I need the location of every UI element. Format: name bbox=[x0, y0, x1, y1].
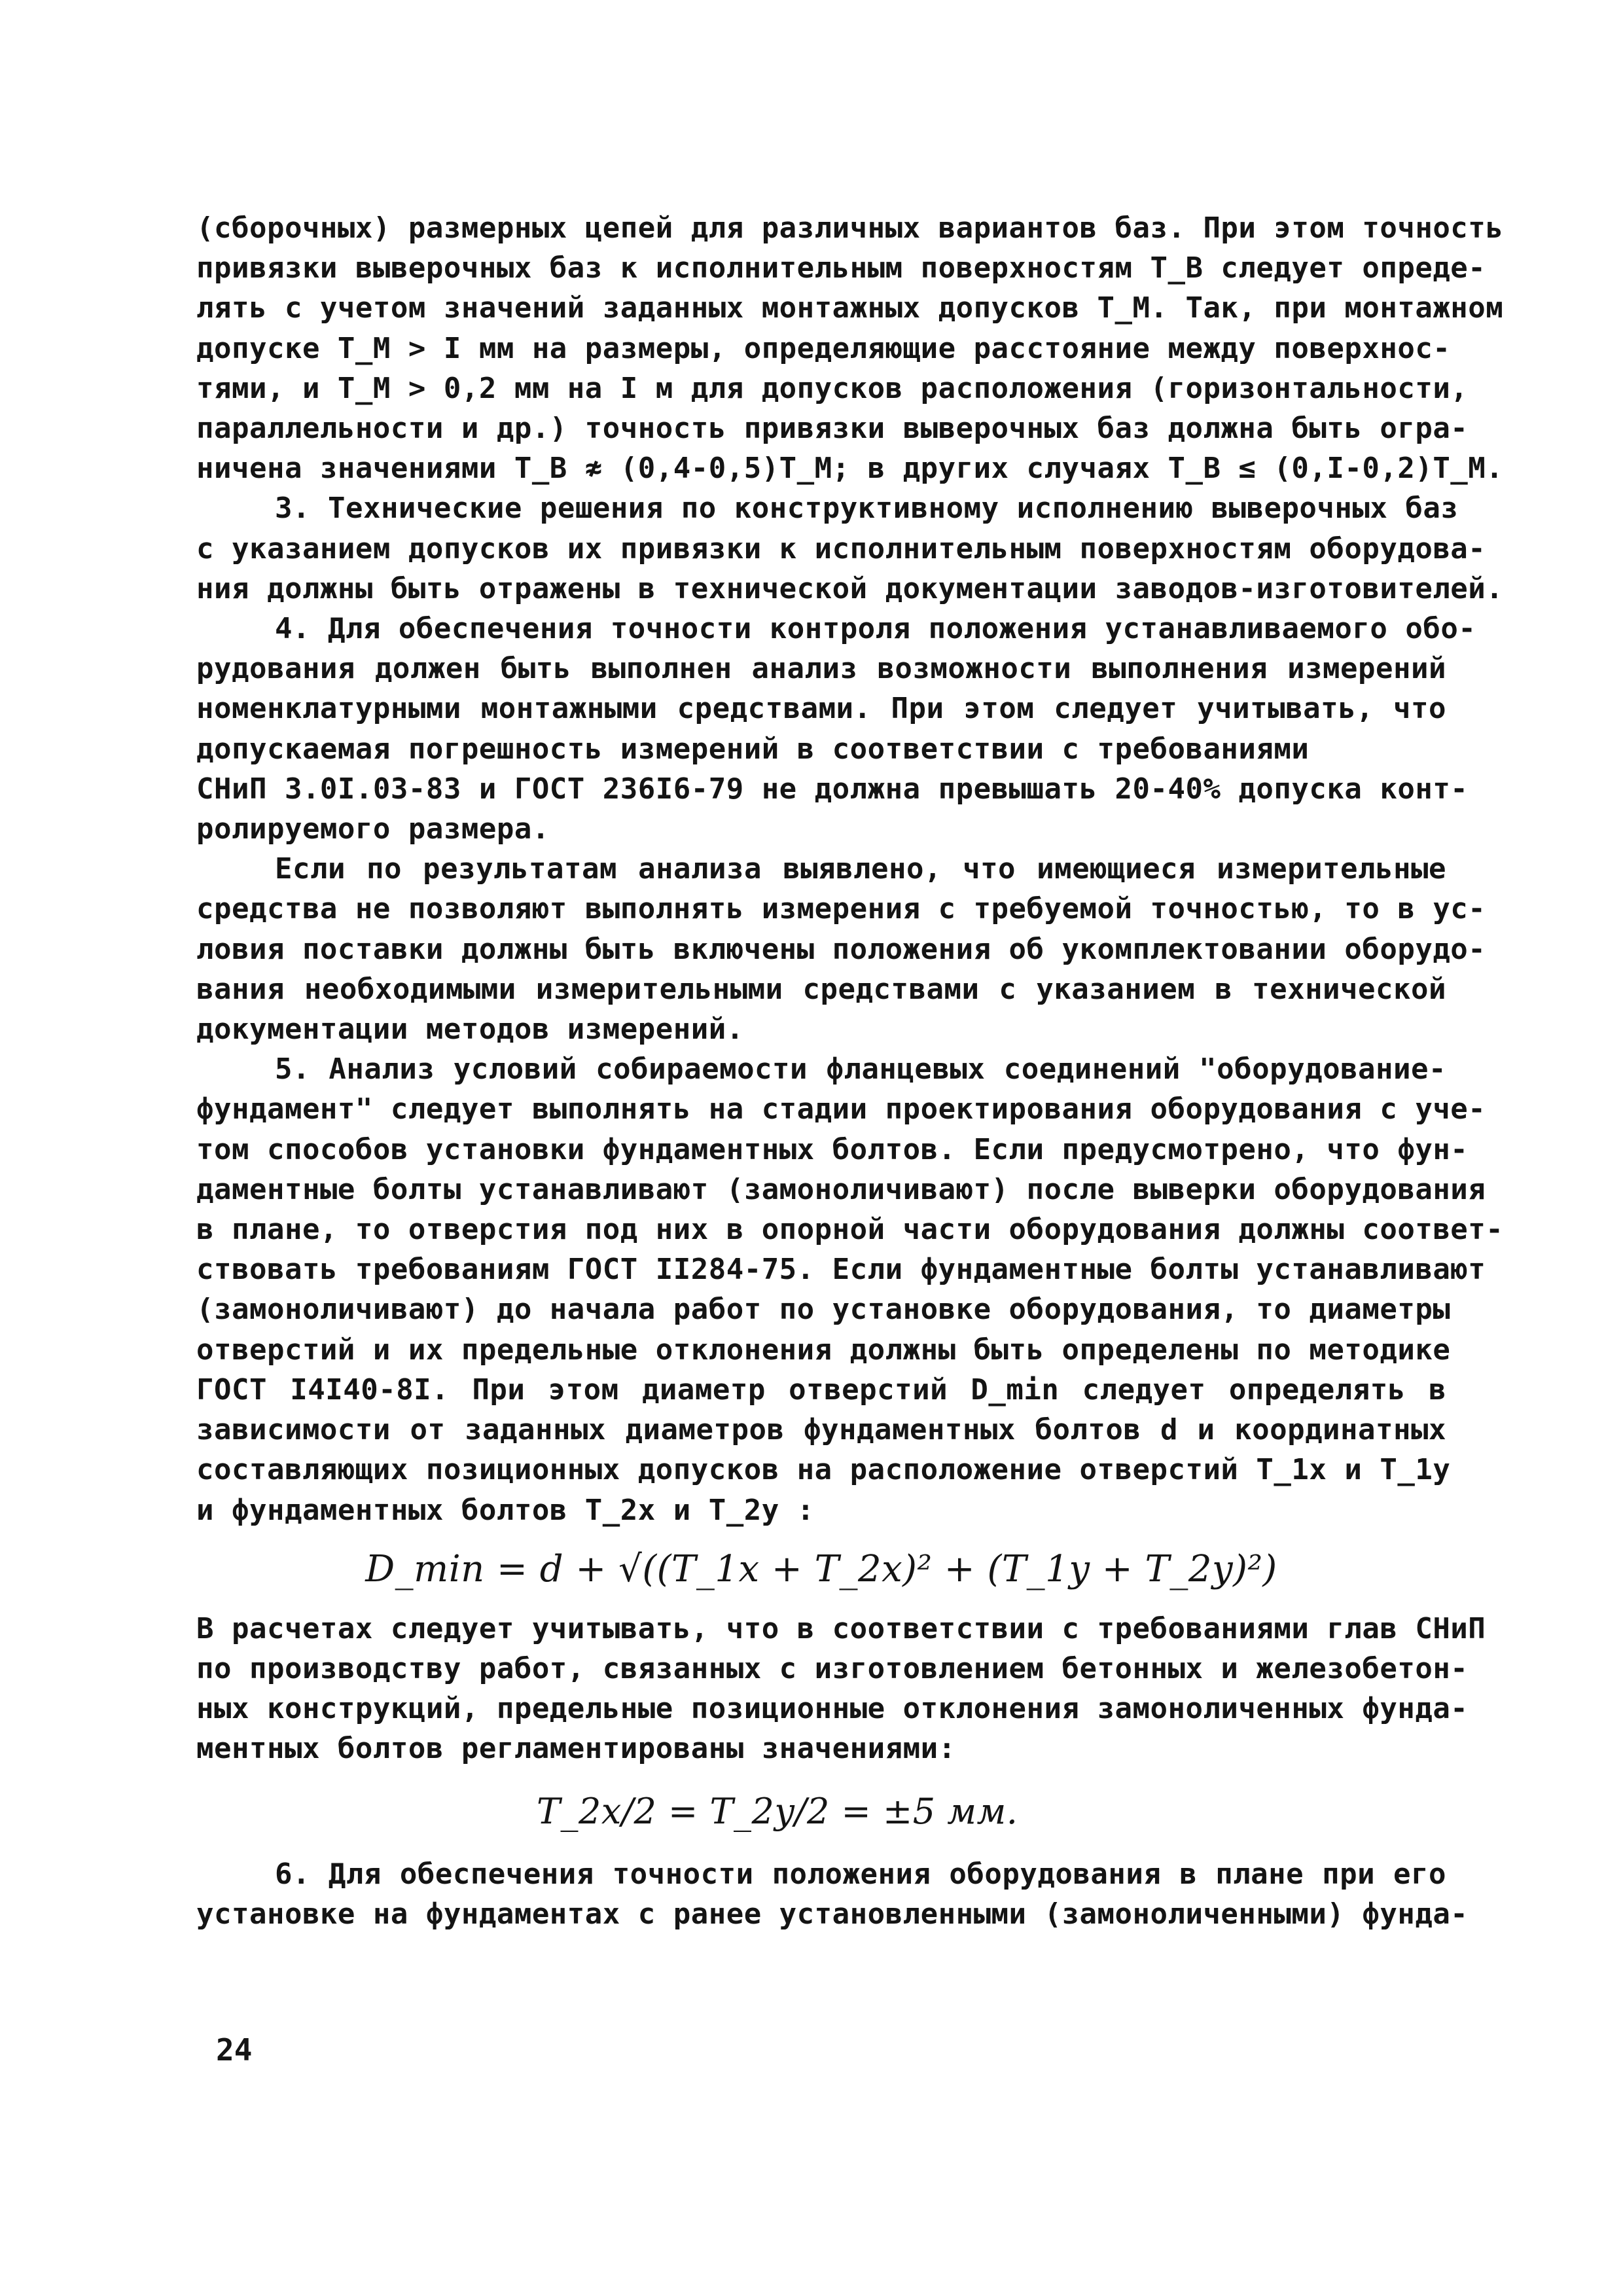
text-line: В расчетах следует учитывать, что в соответствии с требованиями глав СНиП bbox=[196, 1611, 1486, 1645]
text-line: 4. Для обеспечения точности контроля положения устанавливаемого обо- bbox=[275, 612, 1476, 646]
text-line: зависимости от заданных диаметров фундаментных болтов d и координатных bbox=[196, 1413, 1446, 1447]
text-line: 6. Для обеспечения точности положения оборудования в плане при его bbox=[275, 1857, 1446, 1891]
text-line: СНиП 3.0I.03-83 и ГОСТ 236I6-79 не должна превышать 20-40% допуска конт- bbox=[196, 772, 1469, 806]
text-line: том способов установки фундаментных болтов. Если предусмотрено, что фун- bbox=[196, 1132, 1469, 1166]
formula-min-diameter: D_min = d + √((T_1x + T_2x)² + (T_1y + T_2y)²) bbox=[365, 1547, 1277, 1590]
text-line: ментных болтов регламентированы значениями: bbox=[196, 1732, 956, 1766]
text-line: допускаемая погрешность измерений в соответствии с требованиями bbox=[196, 732, 1310, 766]
text-line: ния должны быть отражены в технической документации заводов-изготовителей. bbox=[196, 571, 1504, 605]
text-line: ничена значениями Т_В ≉ (0,4-0,5)Т_М; в других случаях Т_В ≤ (0,I-0,2)Т_М. bbox=[196, 452, 1504, 486]
text-line: рудования должен быть выполнен анализ возможности выполнения измерений bbox=[196, 652, 1446, 686]
text-line: привязки выверочных баз к исполнительным поверхностям Т_В следует опреде- bbox=[196, 251, 1486, 285]
text-line: ролируемого размера. bbox=[196, 812, 550, 846]
text-line: Если по результатам анализа выявлено, что имеющиеся измерительные bbox=[275, 852, 1446, 886]
text-line: документации методов измерений. bbox=[196, 1013, 744, 1047]
text-line: с указанием допусков их привязки к исполнительным поверхностям оборудова- bbox=[196, 531, 1486, 565]
text-line: номенклатурными монтажными средствами. При этом следует учитывать, что bbox=[196, 692, 1446, 726]
text-line: ствовать требованиям ГОСТ II284-75. Если фундаментные болты устанавливают bbox=[196, 1253, 1486, 1287]
text-line: (замоноличивают) до начала работ по установке оборудования, то диаметры bbox=[196, 1293, 1451, 1327]
text-line: в плане, то отверстия под них в опорной части оборудования должны соответ- bbox=[196, 1213, 1504, 1247]
text-line: средства не позволяют выполнять измерения с требуемой точностью, то в ус- bbox=[196, 892, 1486, 926]
body-text bbox=[196, 208, 1504, 1934]
text-line: ловия поставки должны быть включены положения об укомплектовании оборудо- bbox=[196, 932, 1486, 966]
text-line: 3. Технические решения по конструктивному исполнению выверочных баз bbox=[275, 492, 1459, 526]
text-line: составляющих позиционных допусков на расположение отверстий T_1x и T_1y bbox=[196, 1453, 1451, 1487]
text-line: (сборочных) размерных цепей для различных вариантов баз. При этом точность bbox=[196, 211, 1504, 245]
text-line: и фундаментных болтов T_2x и T_2y : bbox=[196, 1493, 815, 1527]
text-line: параллельности и др.) точность привязки выверочных баз должна быть огра- bbox=[196, 412, 1469, 446]
text-line: фундамент" следует выполнять на стадии проектирования оборудования с уче- bbox=[196, 1092, 1486, 1126]
text-line: ных конструкций, предельные позиционные отклонения замоноличенных фунда- bbox=[196, 1692, 1469, 1726]
text-line: по производству работ, связанных с изготовлением бетонных и железобетон- bbox=[196, 1651, 1469, 1685]
text-line: установке на фундаментах с ранее установленными (замоноличенными) фунда- bbox=[196, 1897, 1469, 1931]
text-line: лять с учетом значений заданных монтажных допусков Т_М. Так, при монтажном bbox=[196, 291, 1504, 325]
text-line: отверстий и их предельные отклонения должны быть определены по методике bbox=[196, 1333, 1451, 1367]
text-line: даментные болты устанавливают (замоноличивают) после выверки оборудования bbox=[196, 1172, 1486, 1206]
text-line: 5. Анализ условий собираемости фланцевых соединений "оборудование- bbox=[275, 1052, 1446, 1086]
formula-tolerance: T_2x/2 = T_2y/2 = ±5 мм. bbox=[537, 1790, 1018, 1832]
text-line: вания необходимыми измерительными средствами с указанием в технической bbox=[196, 972, 1446, 1006]
text-line: ГОСТ I4I40-8I. При этом диаметр отверстий D_min следует определять в bbox=[196, 1372, 1446, 1407]
text-line: допуске Т_М > I мм на размеры, определяющие расстояние между поверхнос- bbox=[196, 331, 1451, 365]
text-line: тями, и Т_М > 0,2 мм на I м для допусков расположения (горизонтальности, bbox=[196, 371, 1469, 405]
page-number: 24 bbox=[216, 2032, 253, 2068]
